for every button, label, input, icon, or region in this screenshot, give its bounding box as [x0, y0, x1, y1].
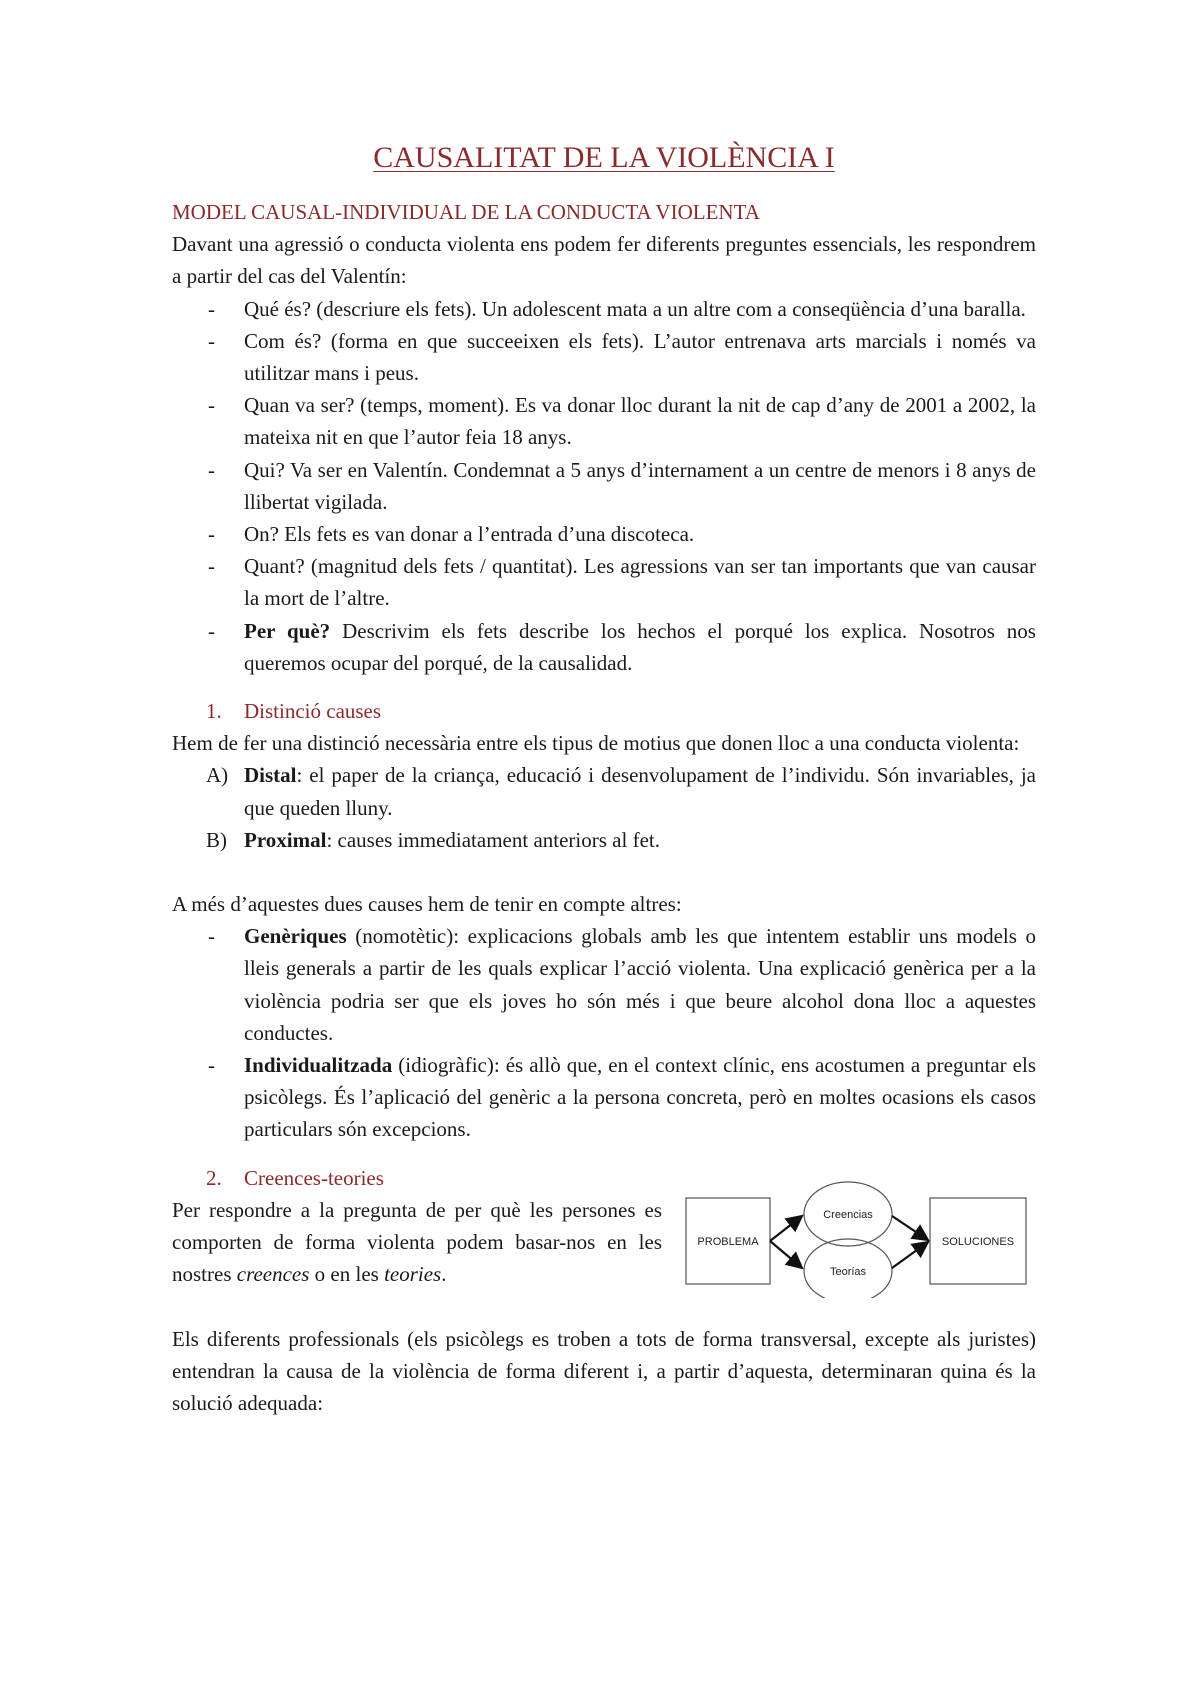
questions-list	[172, 293, 1036, 679]
list-item: - On? Els fets es van donar a l’entrada d’una discoteca.	[172, 518, 1036, 550]
list-item: - Per què? Descrivim els fets describe los hechos el porqué los explica. Nosotros nos queremos ocupar del porqué, de la causalidad.	[172, 615, 1036, 679]
arrow-to-beliefs	[770, 1216, 802, 1241]
section-heading-beliefs: 2. Creences-teories	[172, 1162, 1036, 1194]
diagram-svg	[684, 1180, 1028, 1298]
list-marker: -	[208, 618, 215, 643]
list-item: - Qué és? (descriure els fets). Un adolescent mata a un altre com a conseqüència d’una baralla.	[172, 293, 1036, 325]
list-item: - Genèriques (nomotètic): explicacions globals amb les que intentem establir uns models o lleis generals a partir de les quals explicar l’acció violenta. Una explicació genèrica per a la violència podria ser que els joves ho són més i que beure alcohol dona lloc a aquestes conductes.	[172, 920, 1036, 1049]
emphasis: creences	[236, 1262, 310, 1287]
emphasis: teories	[384, 1262, 442, 1287]
list-marker: -	[208, 1053, 215, 1078]
causes-list	[172, 759, 1036, 856]
list-marker: -	[208, 296, 215, 321]
list-item: - Qui? Va ser en Valentín. Condemnat a 5 anys d’internament a un centre de menors i 8 anys de llibertat vigilada.	[172, 454, 1036, 518]
list-marker: -	[208, 328, 215, 353]
arrow-theories-to-solutions	[892, 1242, 928, 1268]
problem-solutions-diagram	[684, 1180, 1028, 1298]
section-intro: Davant una agressió o conducta violenta ens podem fer diferents preguntes essencials, les respondrem a partir del cas del Valentín:	[172, 232, 1036, 289]
solutions-label: SOLUCIONES	[941, 1235, 1015, 1248]
arrow-to-theories	[770, 1241, 802, 1268]
list-marker: A)	[206, 763, 229, 788]
arrow-beliefs-to-solutions	[892, 1216, 928, 1240]
list-marker: -	[208, 554, 215, 579]
list-item: - Individualitzada (idiogràfic): és allò que, en el context clínic, ens acostumen a preguntar els psicòlegs. És l’aplicació del genèric a la persona concreta, però en moltes ocasions els casos particulars són excepcions.	[172, 1049, 1036, 1146]
section-heading-causes: 1. Distinció causes	[172, 695, 1036, 727]
list-marker: B)	[206, 827, 227, 852]
extra-intro: A més d’aquestes dues causes hem de tenir en compte altres:	[172, 892, 682, 917]
extra-causes-list	[172, 920, 1036, 1145]
page-title: CAUSALITAT DE LA VIOLÈNCIA I	[373, 141, 835, 174]
bold-term: Per què?	[244, 618, 331, 643]
theories-label: Teorías	[829, 1265, 867, 1278]
beliefs-block	[172, 1194, 1036, 1291]
section-intro: Hem de fer una distinció necessària entre els tipus de motius que donen lloc a una conducta violenta:	[172, 731, 1020, 756]
closing-paragraph: Els diferents professionals (els psicòlegs es troben a tots de forma transversal, excepte als juristes) entendran la causa de la violència de forma diferent i, a partir d’aquesta, determinaran quina és la solució adequada:	[172, 1326, 1036, 1415]
bold-term: Individualitzada	[244, 1053, 393, 1078]
problem-label: PROBLEMA	[697, 1235, 759, 1248]
list-item: A) Distal: el paper de la criança, educació i desenvolupament de l’individu. Són invariables, ja que queden lluny.	[172, 759, 1036, 823]
bold-term: Proximal	[244, 827, 327, 852]
list-marker: -	[208, 522, 215, 547]
list-marker: -	[208, 457, 215, 482]
bold-term: Distal	[244, 763, 297, 788]
bold-term: Genèriques	[244, 924, 347, 949]
list-marker: -	[208, 924, 215, 949]
beliefs-label: Creencias	[823, 1208, 873, 1221]
section-number: 2.	[206, 1165, 222, 1190]
list-item: - Quant? (magnitud dels fets / quantitat). Les agressions van ser tan importants que van causar la mort de l’altre.	[172, 550, 1036, 614]
list-item: - Quan va ser? (temps, moment). Es va donar lloc durant la nit de cap d’any de 2001 a 2002, la mateixa nit en que l’autor feia 18 anys.	[172, 389, 1036, 453]
section-heading-model: MODEL CAUSAL-INDIVIDUAL DE LA CONDUCTA VIOLENTA	[172, 200, 760, 224]
list-marker: -	[208, 393, 215, 418]
list-item: B) Proximal: causes immediatament anteriors al fet.	[172, 824, 1036, 856]
beliefs-paragraph: Per respondre a la pregunta de per què les persones es comporten de forma violenta podem basar-nos en les nostres creences o en les teories.	[172, 1197, 662, 1287]
list-item: - Com és? (forma en que succeeixen els fets). L’autor entrenava arts marcials i només va utilitzar mans i peus.	[172, 325, 1036, 389]
section-number: 1.	[206, 699, 222, 724]
